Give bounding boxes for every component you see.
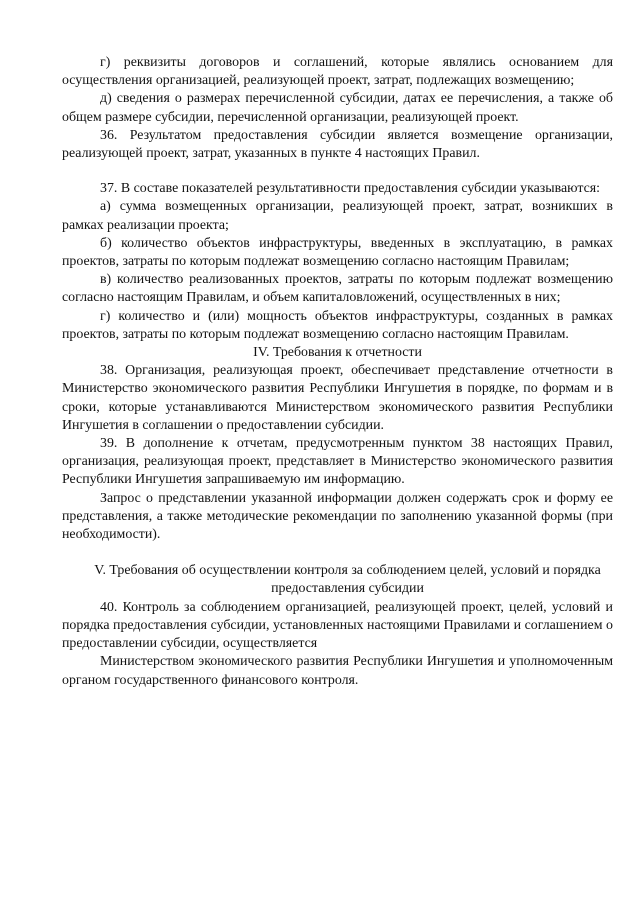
paragraph-35d: д) сведения о размерах перечисленной субсидии, датах ее перечисления, а также об общем размере субсидии, перечисленной организации, реализующей проект. [62,91,613,125]
paragraph-35g: г) реквизиты договоров и соглашений, которые являлись основанием для осуществления организацией, реализующей проект, затрат, подлежащих возмещению; [62,55,613,89]
paragraph-37g: г) количество и (или) мощность объектов инфраструктуры, созданных в рамках проектов, затраты по которым подлежат возмещению согласно настоящим Правилам. [62,308,613,342]
paragraph-39-request: Запрос о представлении указанной информации должен содержать срок и форму ее представления, а также методические рекомендации по заполнению указанной формы (при необходимости). [62,490,613,543]
paragraph-37b: б) количество объектов инфраструктуры, введенных в эксплуатацию, в рамках проектов, затраты по которым подлежат возмещению согласно настоящим Правилам; [62,235,613,270]
paragraph-40: 40. Контроль за соблюдением организацией, реализующей проект, целей, условий и порядка предоставления субсидии, установленных настоящими Правилами и соглашением о предоставлении субсидии, осуществляется [62,599,613,652]
section-iv-heading: IV. Требования к отчетности [253,345,422,361]
section-v-heading: V. Требования об осуществлении контроля за соблюдением целей, условий и порядка предоставления субсидии [94,563,601,597]
paragraph-37: 37. В составе показателей результативности предоставления субсидии указываются: [100,181,601,197]
paragraph-37v: в) количество реализованных проектов, затраты по которым подлежат возмещению согласно настоящим Правилам, и объем капиталовложений, осуществленных в них; [62,272,613,306]
paragraph-38: 38. Организация, реализующая проект, обеспечивает представление отчетности в Министерство экономического развития Республики Ингушетия в порядке, по формам и в сроки, которые устанавливаются Министерством экономического развития Республики Ингушетия в соглашении о предоставлении субсидии. [62,363,613,433]
document-page [62,54,613,690]
paragraph-36: 36. Результатом предоставления субсидии является возмещение организации, реализующей проект, затрат, указанных в пункте 4 настоящих Правил. [62,127,613,162]
paragraph-40-continued: Министерством экономического развития Республики Ингушетия и уполномоченным органом государственного финансового контроля. [62,654,613,688]
paragraph-39: 39. В дополнение к отчетам, предусмотренным пунктом 38 настоящих Правил, организация, реализующая проект, представляет в Министерство экономического развития Республики Ингушетия запрашиваемую им информацию. [62,436,613,488]
paragraph-37a: а) сумма возмещенных организации, реализующей проект, затрат, возникших в рамках реализации проекта; [62,199,613,233]
